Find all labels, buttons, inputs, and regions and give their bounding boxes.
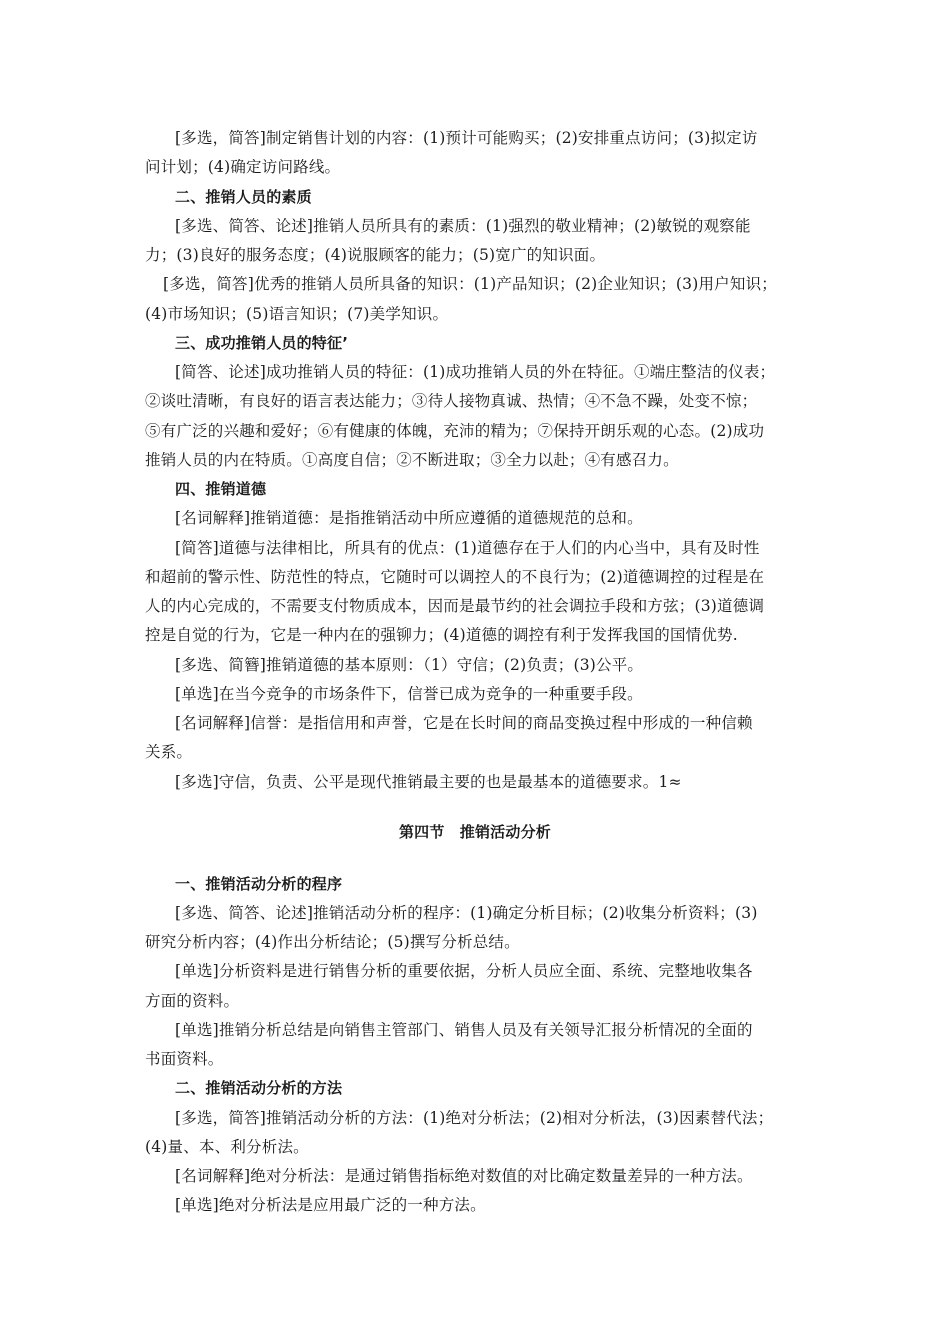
- section-heading: 三、成功推销人员的特征’: [175, 334, 349, 352]
- text-line: ⑤有广泛的兴趣和爱好；⑥有健康的体魄，充沛的精为；⑦保持开朗乐观的心态。(2)成功: [145, 422, 765, 440]
- text-line: [多选、简答、论述]推销人员所具有的素质：(1)强烈的敬业精神；(2)敏锐的观察能: [175, 217, 751, 235]
- text-line: 力；(3)良好的服务态度；(4)说服顾客的能力；(5)宽广的知识面。: [145, 246, 606, 264]
- text-line: 问计划；(4)确定访问路线。: [145, 158, 341, 176]
- text-line: [多选，简答]制定销售计划的内容：(1)预计可能购买；(2)安排重点访问；(3)拟定访: [175, 129, 758, 147]
- text-line: [单选]分析资料是进行销售分析的重要依据，分析人员应全面、系统、完整地收集各: [175, 962, 753, 980]
- text-line: 控是自觉的行为，它是一种内在的强铆力；(4)道德的调控有利于发挥我国的国情优势.: [145, 626, 738, 644]
- text-line: ②谈吐清晰，有良好的语言表达能力；③待人接物真诚、热情；④不急不躁，处变不惊；: [145, 392, 758, 410]
- text-line: [多选，简答]推销活动分析的方法：(1)绝对分析法；(2)相对分析法，(3)因素替代法；: [175, 1109, 774, 1127]
- text-line: 关系。: [145, 743, 193, 761]
- text-line: 方面的资料。: [145, 992, 240, 1010]
- text-line: [名词解释]推销道德：是指推销活动中所应遵循的道德规范的总和。: [175, 509, 643, 527]
- text-line: [多选，简答]优秀的推销人员所具备的知识：(1)产品知识；(2)企业知识；(3)用户知识；: [163, 275, 777, 293]
- chapter-heading: 第四节 推销活动分析: [398, 823, 551, 841]
- section-heading: 二、推销活动分析的方法: [175, 1079, 343, 1097]
- section-heading: 一、推销活动分析的程序: [175, 875, 343, 893]
- text-line: [多选]守信，负责、公平是现代推销最主要的也是最基本的道德要求。1≈: [175, 773, 682, 791]
- text-line: (4)市场知识；(5)语言知识；(7)美学知识。: [145, 305, 449, 323]
- text-line: [单选]推销分析总结是向销售主管部门、销售人员及有关领导汇报分析情况的全面的: [175, 1021, 753, 1039]
- text-line: 研究分析内容；(4)作出分析结论；(5)撰写分析总结。: [145, 933, 520, 951]
- text-line: [单选]绝对分析法是应用最广泛的一种方法。: [175, 1196, 486, 1214]
- text-line: [简答、论述]成功推销人员的特征：(1)成功推销人员的外在特征。①端庄整洁的仪表；: [175, 363, 776, 381]
- text-line: [简答]道德与法律相比，所具有的优点：(1)道德存在于人们的内心当中，具有及时性: [175, 539, 760, 557]
- text-line: 书面资料。: [145, 1050, 224, 1068]
- text-line: [多选、简答、论述]推销活动分析的程序：(1)确定分析目标；(2)收集分析资料；(3): [175, 904, 758, 922]
- text-line: [单选]在当今竞争的市场条件下，信誉已成为竞争的一种重要手段。: [175, 685, 643, 703]
- text-line: [名词解释]绝对分析法：是通过销售指标绝对数值的对比确定数量差异的一种方法。: [175, 1167, 753, 1185]
- text-line: 推销人员的内在特质。①高度自信；②不断进取；③全力以赴；④有感召力。: [145, 451, 679, 469]
- section-heading: 四、推销道德: [175, 480, 267, 498]
- text-line: [多选、简簪]推销道德的基本原则：（1）守信；(2)负责；(3)公平。: [175, 656, 644, 674]
- section-heading: 二、推销人员的素质: [175, 188, 312, 206]
- text-line: [名词解释]信誉：是指信用和声誉，它是在长时间的商品变换过程中形成的一种信赖: [175, 714, 753, 732]
- text-line: 和超前的警示性、防范性的特点，它随时可以调控人的不良行为；(2)道德调控的过程是在: [145, 568, 765, 586]
- text-line: 人的内心完成的，不需要支付物质成本，因而是最节约的社会调拉手段和方弦；(3)道德调: [145, 597, 765, 615]
- text-line: (4)量、本、利分析法。: [145, 1138, 309, 1156]
